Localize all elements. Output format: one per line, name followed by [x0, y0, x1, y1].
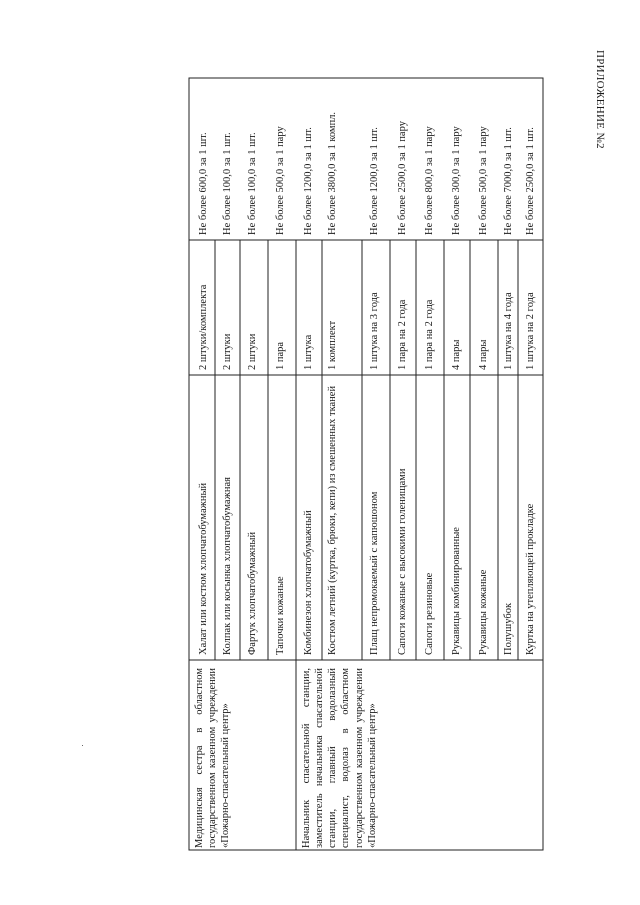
item-cell: Колпак или косынка хлопчатобумажная — [222, 477, 233, 655]
norm-cell: Не более 1200,0 за 1 шт. — [369, 127, 380, 235]
qty-cell: 1 штука на 2 года — [525, 292, 536, 370]
qty-cell: 1 пара на 2 года — [397, 299, 408, 370]
item-cell: Плащ непромокаемый с капюшоном — [369, 491, 380, 655]
item-cell: Халат или костюм хлопчатобумажный — [198, 482, 209, 655]
norm-cell: Не более 100,0 за 1 шт. — [222, 132, 233, 235]
norm-cell: Не более 2500,0 за 1 шт. — [525, 127, 536, 235]
item-cell: Сапоги кожаные с высокими голенищами — [397, 468, 408, 655]
norm-cell: Не более 800,0 за 1 пару — [424, 126, 435, 235]
norm-cell: Не более 2500,0 за 1 пару — [397, 121, 408, 235]
qty-cell: 2 штуки/комплекта — [198, 284, 209, 370]
qty-cell: 1 пара — [275, 341, 286, 370]
qty-cell: 1 штука на 4 года — [503, 292, 514, 370]
item-cell: Полушубок — [503, 602, 514, 655]
norm-cell: Не более 500,0 за 1 пару — [478, 126, 489, 235]
qty-cell: 1 штука на 3 года — [369, 292, 380, 370]
qty-cell: 4 пары — [478, 339, 489, 370]
norm-cell: Не более 300,0 за 1 пару — [451, 126, 462, 235]
norm-cell: Не более 3800,0 за 1 компл. — [327, 111, 338, 235]
item-cell: Рукавицы кожаные — [478, 569, 489, 655]
qty-cell: 1 комплект — [327, 320, 338, 370]
norm-cell: Не более 1200,0 за 1 шт. — [303, 127, 314, 235]
item-cell: Комбинезон хлопчатобумажный — [303, 510, 314, 655]
item-cell: Сапоги резиновые — [424, 572, 435, 655]
qty-cell: 2 штуки — [247, 333, 258, 370]
item-cell: Рукавицы комбинированные — [451, 527, 462, 655]
scan-speck — [82, 745, 83, 746]
page-title: ПРИЛОЖЕНИЕ №2 — [594, 50, 606, 149]
group-cell: Начальник спасательной станции, заместитель начальника спасательной станции, главный водолазный специалист, водолаз в областном государственном казенном учреждении «Пожарно-спасательный центр» — [301, 668, 378, 848]
norm-cell: Не более 7000,0 за 1 шт. — [503, 127, 514, 235]
item-cell: Фартук хлопчатобумажный — [247, 531, 258, 655]
norm-cell: Не более 100,0 за 1 шт. — [247, 132, 258, 235]
qty-cell: 1 пара на 2 года — [424, 299, 435, 370]
qty-cell: 2 штуки — [222, 333, 233, 370]
qty-cell: 4 пары — [451, 339, 462, 370]
group-cell: Медицинская сестра в областном государственном казенном учреждении «Пожарно-спасательный центр» — [194, 668, 232, 848]
qty-cell: 1 штука — [303, 334, 314, 370]
item-cell: Костюм летний (куртка, брюки, кепи) из смешенных тканей — [327, 385, 338, 655]
item-cell: Куртка на утепляющей прокладке — [525, 503, 536, 655]
norm-cell: Не более 500,0 за 1 пару — [275, 126, 286, 235]
norm-cell: Не более 600,0 за 1 шт. — [198, 132, 209, 235]
item-cell: Тапочки кожаные — [275, 576, 286, 655]
